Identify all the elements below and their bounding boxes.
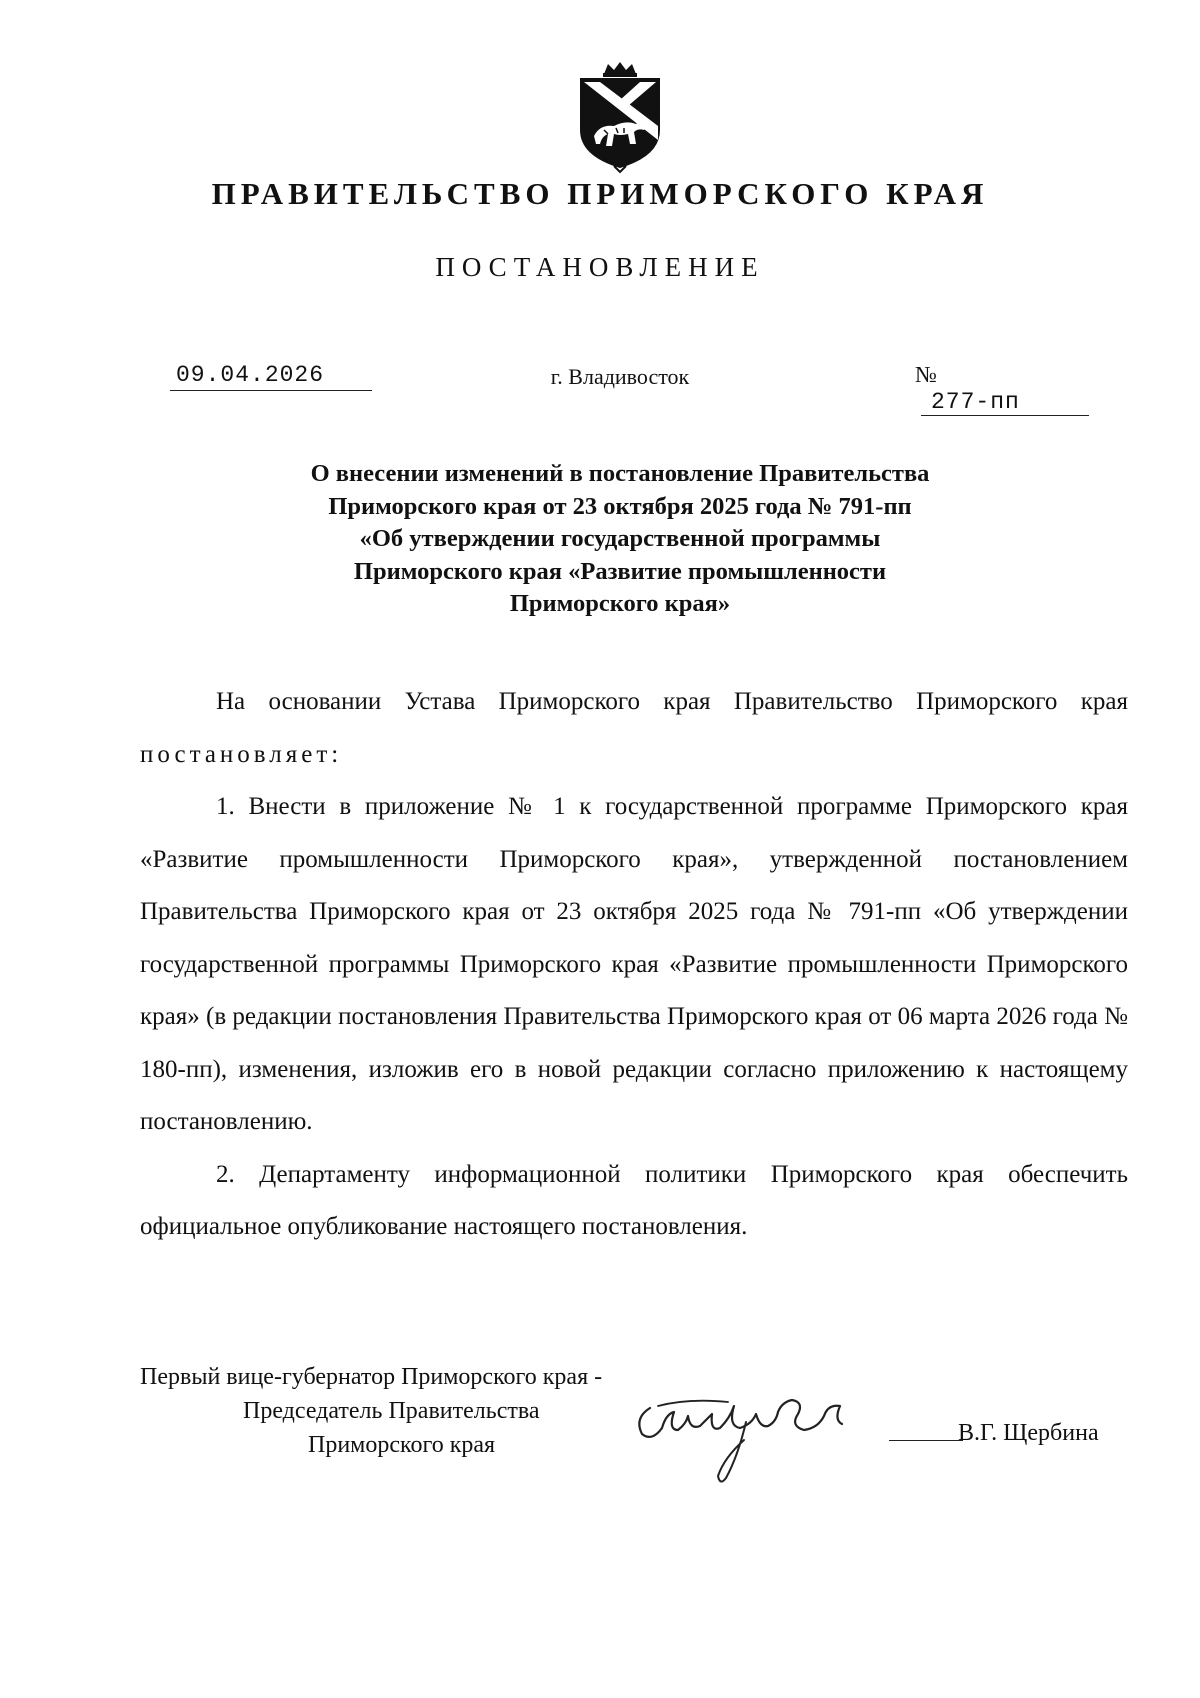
document-number: 277-пп [921,389,1089,416]
subject-line: «Об утверждении государственной программы [359,525,881,552]
subject-line: Приморского края «Развитие промышленности [353,557,887,585]
document-number-field [915,362,1105,416]
subject-line: О внесении изменений в постановление Правительства [310,460,930,487]
number-sign: № [915,362,937,387]
document-date: 09.04.2026 [170,362,372,391]
resolution-word: постановляет: [140,740,343,768]
signatory-name: В.Г. Щербина [958,1420,1099,1446]
signature-line [889,1440,963,1441]
subject-line: Приморского края» [509,590,731,617]
position-line: Первый вице-губернатор Приморского края - [140,1364,603,1390]
document-body [140,676,1128,1254]
item-2-paragraph: 2. Департаменту информационной политики Приморского края обеспечить официальное опубликование настоящего постановления. [140,1160,1128,1240]
position-line: Председатель Правительства [243,1398,540,1424]
document-type: ПОСТАНОВЛЕНИЕ [435,252,765,282]
position-line: Приморского края [308,1432,496,1458]
document-subject [180,458,1060,621]
item-1-paragraph: 1. Внести в приложение № 1 к государственной программе Приморского края «Развитие промышленности Приморского края», утвержденной постановлением Правительства Приморского края от 23 октября 2025 года № 791-пп «Об утверждении государственной программы Приморского края «Развитие промышленности Приморского края» (в редакции постановления Правительства Приморского края от 06 марта 2026 года № 180-пп), изменения, изложив его в новой редакции согласно приложению к настоящему постановлению. [140,793,1128,1135]
government-title: ПРАВИТЕЛЬСТВО ПРИМОРСКОГО КРАЯ [211,176,989,211]
handwritten-signature-icon [628,1378,868,1488]
coat-of-arms-icon [574,60,666,174]
preamble-paragraph [140,676,1128,781]
subject-line: Приморского края от 23 октября 2025 года № 791-пп [328,492,912,520]
document-city: г. Владивосток [550,364,690,389]
preamble-text: На основании Устава Приморского края Правительство Приморского края [216,688,1128,715]
